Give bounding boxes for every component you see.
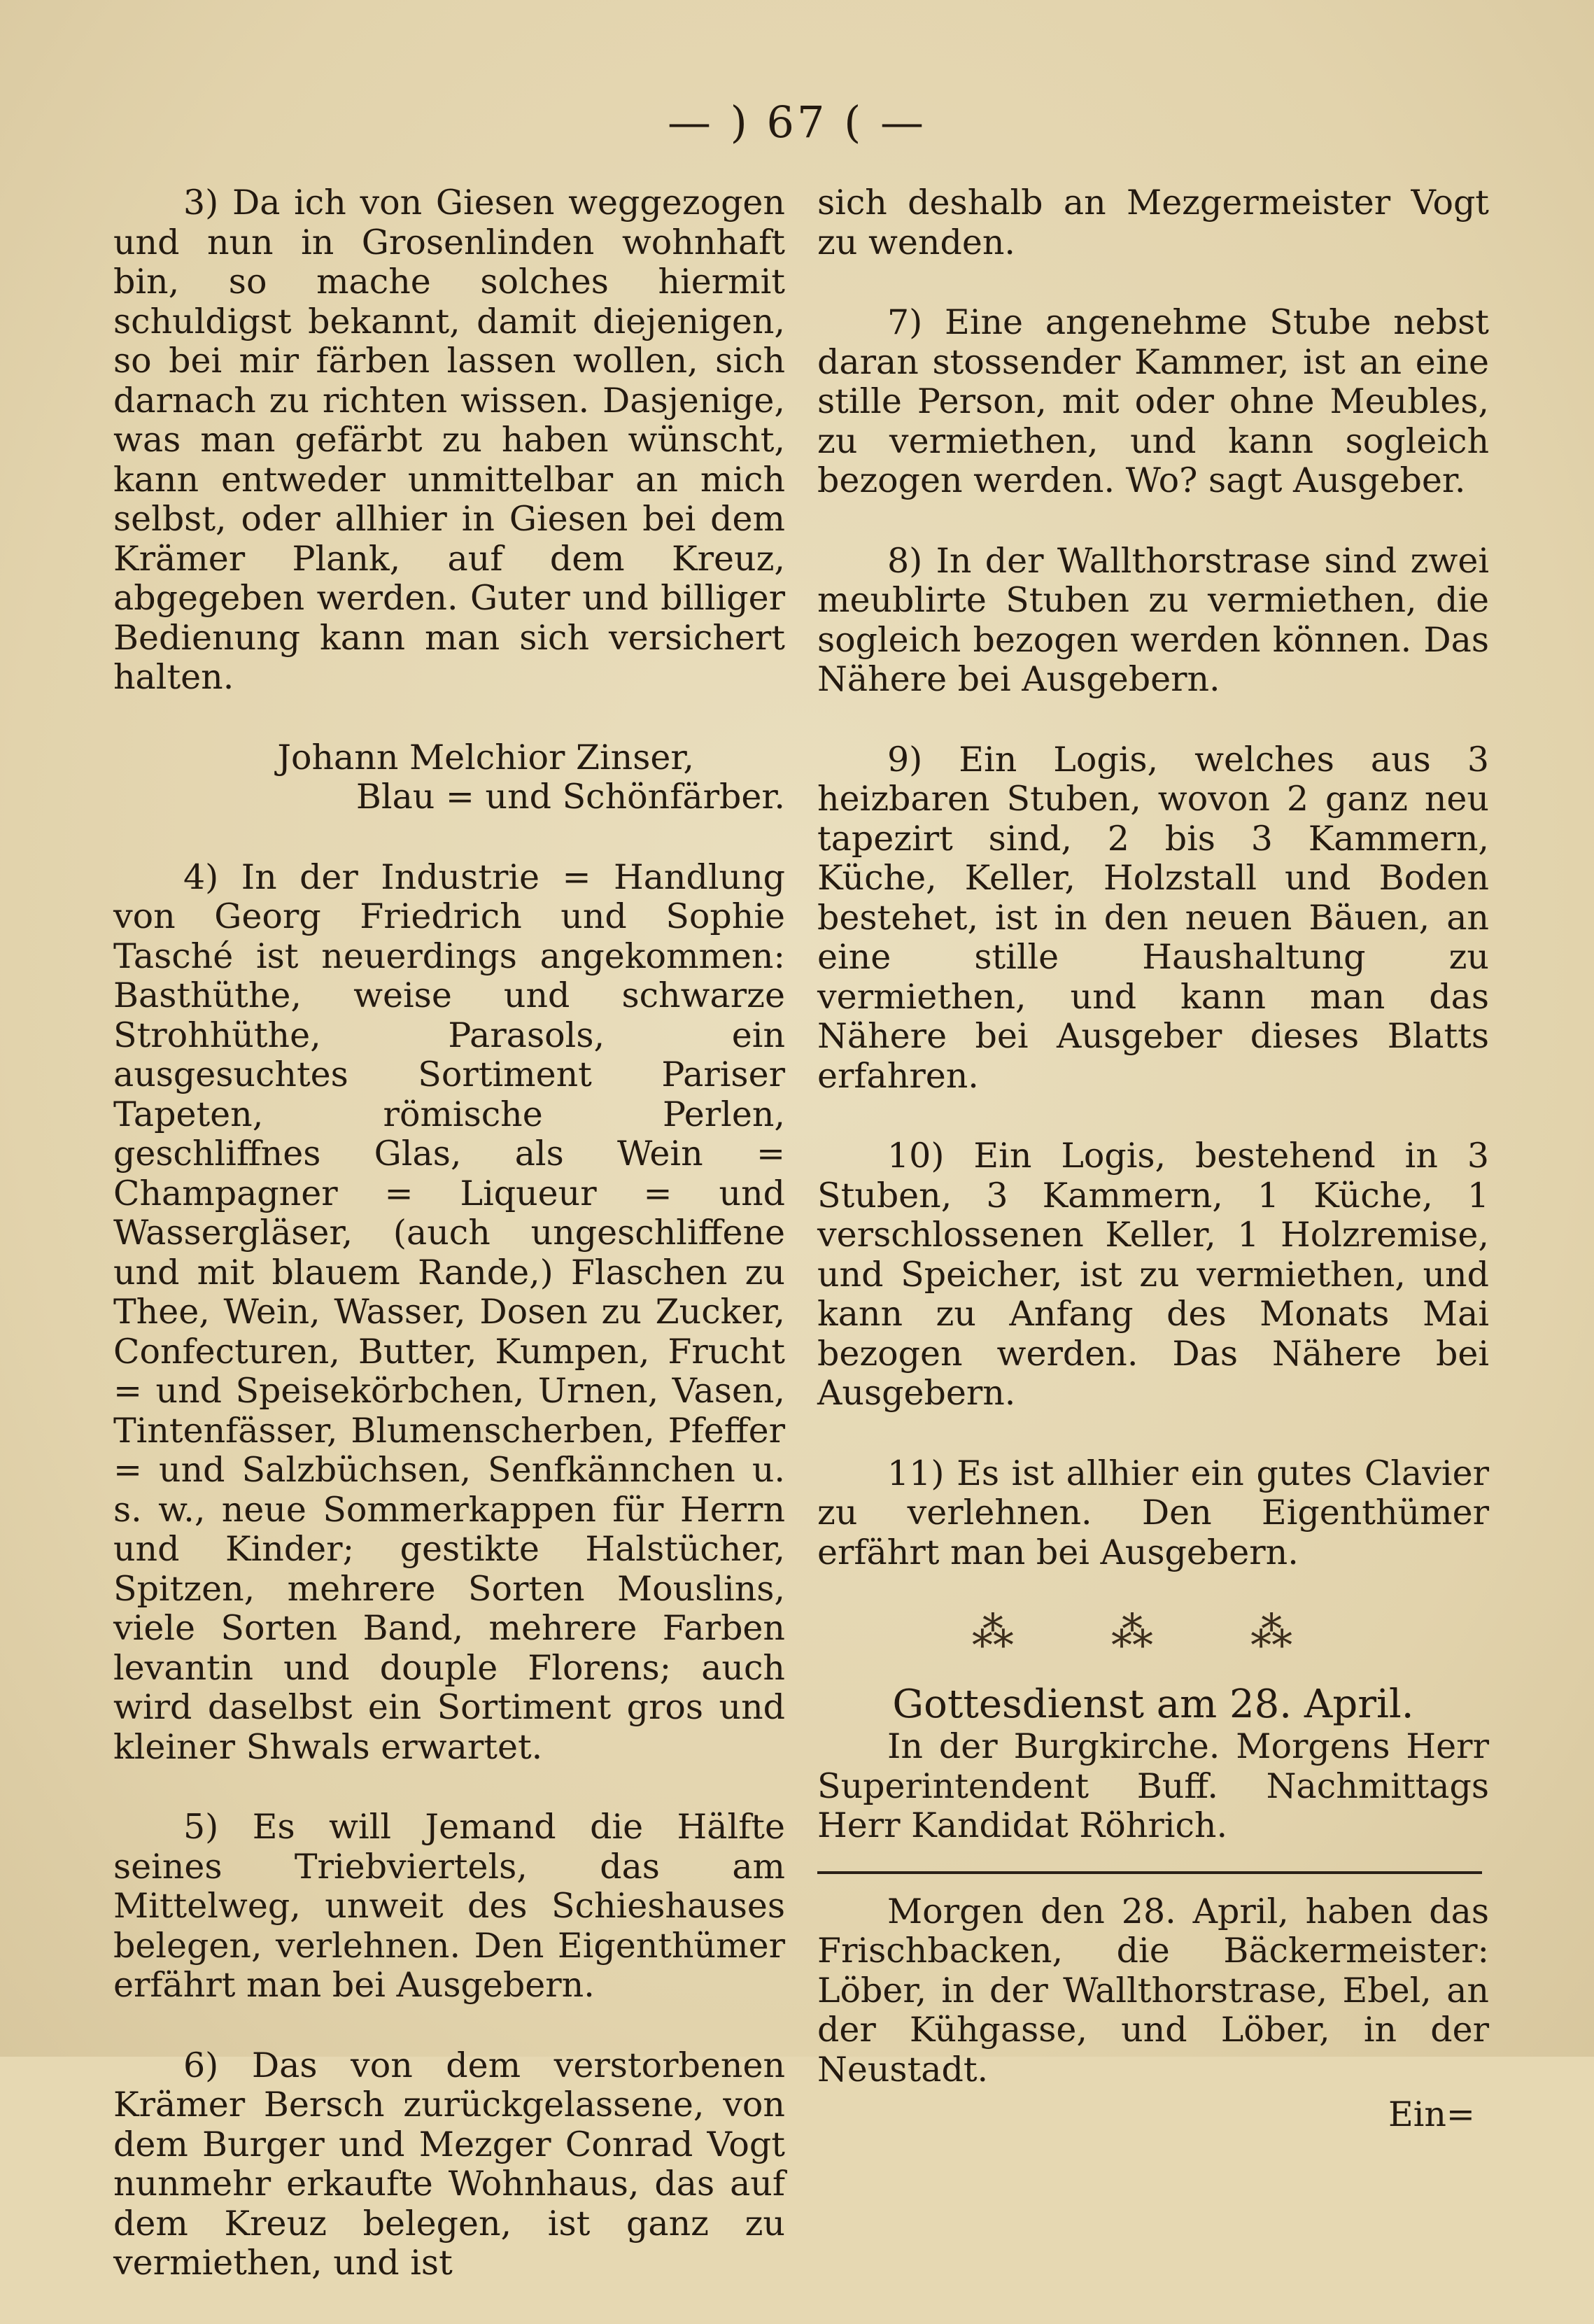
advertisement-3: 3) Da ich von Giesen weggezogen und nun in Grosenlinden wohnhaft bin, so mache solches hiermit schuldigst bekannt, damit diejenigen, so bei mir färben lassen wollen, sich darnach zu richten wissen. Dasjenige, was man gefärbt zu haben wünscht, kann entweder unmittelbar an mich selbst, oder allhier in Giesen bei dem Krämer Plank, auf dem Kreuz, abgegeben werden. Guter und billiger Bedienung kann man sich versichert halten.: [113, 183, 785, 697]
advertisement-8: 8) In der Wallthorstrase sind zwei meublirte Stuben zu vermiethen, die sogleich bezogen werden können. Das Nähere bei Ausgebern.: [817, 540, 1489, 699]
signature-name: Johann Melchior Zinser,: [277, 737, 694, 777]
page-number: — ) 67 ( —: [667, 97, 927, 148]
advertisement-4: 4) In der Industrie = Handlung von Georg Friedrich und Sophie Tasché ist neuerdings angekommen: Basthüthe, weise und schwarze Strohhüthe, Parasols, ein ausgesuchtes Sortiment Pariser Tapeten, römische Perlen, geschliffnes Glas, als Wein = Champagner = Liqueur = und Wassergläser, (auch ungeschliffene und mit blauem Rande,) Flaschen zu Thee, Wein, Wasser, Dosen zu Zucker, Confecturen, Butter, Kumpen, Frucht = und Speisekörbchen, Urnen, Vasen, Tintenfässer, Blumenscherben, Pfeffer = und Salzbüchsen, Senfkännchen u. s. w., neue Sommerkappen für Herrn und Kinder; gestikte Halstücher, Spitzen, mehrere Sorten Mouslins, viele Sorten Band, mehrere Farben levantin und douple Florens; auch wird daselbst ein Sortiment gros und kleiner Shwals erwartet.: [113, 857, 785, 1767]
service-heading: Gottesdienst am 28. April.: [892, 1681, 1414, 1727]
advertisement-5: 5) Es will Jemand die Hälfte seines Triebviertels, das am Mittelweg, unweit des Schieshauses belegen, verlehnen. Den Eigenthümer erfährt man bei Ausgebern.: [113, 1807, 785, 2005]
advertisement-6: 6) Das von dem verstorbenen Krämer Bersch zurückgelassene, von dem Burger und Mezger Conrad Vogt nunmehr erkaufte Wohnhaus, das auf dem Kreuz belegen, ist ganz zu vermiethen, und ist: [113, 2045, 785, 2283]
signature-title: Blau = und Schönfärber.: [355, 777, 785, 817]
advertisement-11: 11) Es ist allhier ein gutes Clavier zu verlehnen. Den Eigenthümer erfährt man bei Ausgebern.: [817, 1453, 1489, 1572]
advertisement-10: 10) Ein Logis, bestehend in 3 Stuben, 3 Kammern, 1 Küche, 1 verschlossenen Keller, 1 Holzremise, und Speicher, ist zu vermiethen, und kann zu Anfang des Monats Mai bezogen werden. Das Nähere bei Ausgebern.: [817, 1136, 1489, 1413]
service-text: In der Burgkirche. Morgens Herr Superintendent Buff. Nachmittags Herr Kandidat Röhrich.: [817, 1726, 1489, 1845]
left-column: [113, 183, 785, 2324]
catchword: Ein=: [1388, 2094, 1475, 2134]
right-column: [817, 183, 1489, 2135]
advertisement-7: 7) Eine angenehme Stube nebst daran stossender Kammer, ist an eine stille Person, mit oder ohne Meubles, zu vermiethen, und kann sogleich bezogen werden. Wo? sagt Ausgeber.: [817, 302, 1489, 500]
advertisement-6-continued: sich deshalb an Mezgermeister Vogt zu wenden.: [817, 183, 1489, 262]
advertisement-9: 9) Ein Logis, welches aus 3 heizbaren Stuben, wovon 2 ganz neu tapezirt sind, 2 bis 3 Kammern, Küche, Keller, Holzstall und Boden bestehet, ist in den neuen Bäuen, an eine stille Haushaltung zu vermiethen, und kann man das Nähere bei Ausgeber dieses Blatts erfahren.: [817, 739, 1489, 1096]
bakers-notice: Morgen den 28. April, haben das Frischbacken, die Bäckermeister: Löber, in der Wallthorstrase, Ebel, an der Kühgasse, und Löber, in der Neustadt.: [817, 1891, 1489, 2090]
horizontal-rule: [817, 1871, 1482, 1874]
ornament-divider: ⁂ ⁂ ⁂: [971, 1608, 1335, 1657]
